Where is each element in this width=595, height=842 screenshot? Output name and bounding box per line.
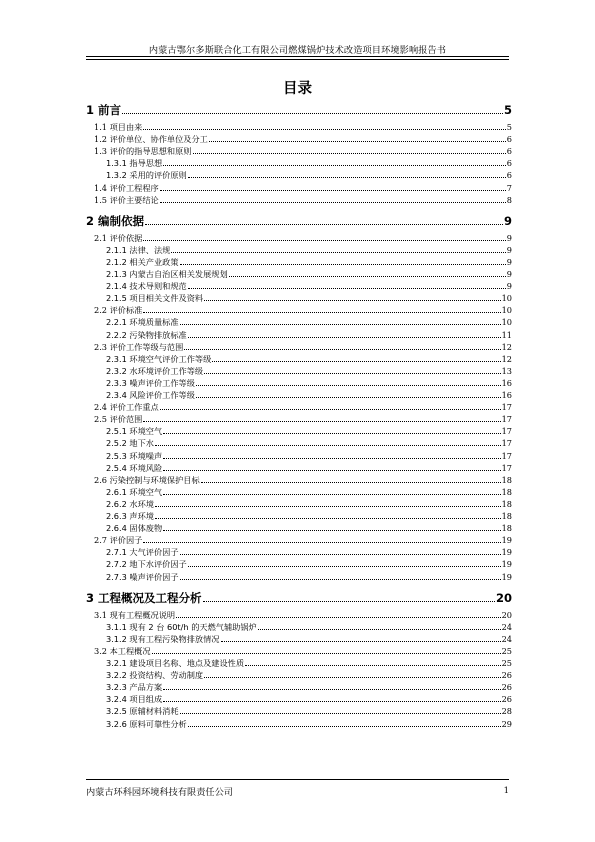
toc-entry-label: 3.1.2 现有工程污染物排放情况 xyxy=(106,633,220,644)
toc-subsection-entry[interactable] xyxy=(86,622,512,633)
toc-page-number: 9 xyxy=(506,256,512,267)
toc-page-number: 9 xyxy=(506,232,512,243)
toc-leader-dots xyxy=(155,517,501,519)
toc-leader-dots xyxy=(204,372,500,374)
toc-subsection-entry[interactable] xyxy=(86,670,512,681)
toc-entry-label: 2.7.1 大气评价因子 xyxy=(106,547,179,558)
toc-leader-dots xyxy=(201,481,501,483)
toc-leader-dots xyxy=(155,444,501,446)
toc-entry-label: 1.5 评价主要结论 xyxy=(94,194,159,205)
toc-entry-label: 2.6.2 水环境 xyxy=(106,498,154,509)
toc-section-entry[interactable] xyxy=(86,610,512,621)
toc-leader-dots xyxy=(122,112,503,114)
toc-entry-label: 1.4 评价工程程序 xyxy=(94,182,159,193)
toc-entry-label: 2.3.4 风险评价工作等级 xyxy=(106,390,195,400)
toc-entry-label: 2.7.3 噪声评价因子 xyxy=(106,571,179,582)
toc-leader-dots xyxy=(176,616,500,618)
toc-leader-dots xyxy=(196,384,501,386)
toc-page-number: 8 xyxy=(506,194,512,205)
toc-entry-label: 3.2.6 原料可靠性分析 xyxy=(106,718,187,729)
toc-subsection-entry[interactable] xyxy=(86,281,512,292)
toc-subsection-entry[interactable] xyxy=(86,634,512,645)
toc-subsection-entry[interactable] xyxy=(86,547,512,558)
toc-leader-dots xyxy=(143,311,500,313)
toc-page-number: 18 xyxy=(501,486,512,497)
toc-page-number: 9 xyxy=(503,213,512,228)
toc-subsection-entry[interactable] xyxy=(86,706,512,717)
toc-page-number: 28 xyxy=(501,706,512,717)
toc-leader-dots xyxy=(203,600,495,602)
toc-subsection-entry[interactable] xyxy=(86,694,512,705)
toc-page-number: 26 xyxy=(501,682,512,693)
toc-subsection-entry[interactable] xyxy=(86,269,512,280)
toc-chapter-entry[interactable] xyxy=(86,590,512,606)
toc-page-number: 19 xyxy=(501,571,512,582)
toc-leader-dots xyxy=(171,251,505,253)
toc-page-number: 24 xyxy=(501,621,512,632)
toc-subsection-entry[interactable] xyxy=(86,572,512,583)
toc-entry-label: 2.1.4 技术导则和规范 xyxy=(106,281,187,292)
toc-leader-dots xyxy=(258,628,501,630)
toc-entry-label: 2.7 评价因子 xyxy=(94,535,143,546)
toc-leader-dots xyxy=(163,164,506,166)
toc-entry-label: 2.4 评价工作重点 xyxy=(94,402,159,413)
footer-rule xyxy=(86,779,509,780)
toc-subsection-entry[interactable] xyxy=(86,293,512,304)
toc-entry-label: 2.3.3 噪声评价工作等级 xyxy=(106,377,195,388)
toc-page-number: 6 xyxy=(506,146,512,157)
footer-page-number: 1 xyxy=(503,786,509,796)
toc-subsection-entry[interactable] xyxy=(86,378,512,389)
toc-section-entry[interactable] xyxy=(86,183,512,194)
toc-entry-label: 2.3.1 环境空气评价工作等级 xyxy=(106,353,212,364)
toc-page-number: 19 xyxy=(501,547,512,558)
toc-entry-label: 1.3.1 指导思想 xyxy=(106,158,163,169)
toc-page-number: 11 xyxy=(501,329,512,340)
toc-leader-dots xyxy=(180,712,501,714)
toc-leader-dots xyxy=(163,457,500,459)
toc-leader-dots xyxy=(143,128,505,130)
toc-entry-label: 2.3 评价工作等级与范围 xyxy=(94,341,184,352)
toc-leader-dots xyxy=(163,469,500,471)
toc-leader-dots xyxy=(163,688,500,690)
toc-subsection-entry[interactable] xyxy=(86,499,512,510)
toc-leader-dots xyxy=(188,287,506,289)
toc-entry-label: 3.2.4 项目组成 xyxy=(106,694,163,705)
toc-page-number: 29 xyxy=(501,718,512,729)
toc-entry-label: 3 工程概况及工程分析 xyxy=(86,590,202,605)
toc-page-number: 18 xyxy=(501,511,512,521)
toc-subsection-entry[interactable] xyxy=(86,523,512,534)
toc-page-number: 25 xyxy=(501,658,512,668)
toc-page-number: 17 xyxy=(501,462,512,473)
toc-leader-dots xyxy=(212,360,500,362)
toc-leader-dots xyxy=(160,408,501,410)
toc-leader-dots xyxy=(188,565,501,567)
toc-page-number: 16 xyxy=(501,377,512,388)
toc-subsection-entry[interactable] xyxy=(86,511,512,522)
toc-page-number: 18 xyxy=(501,523,512,534)
toc-entry-label: 2.2 评价标准 xyxy=(94,305,143,316)
toc-page-number: 5 xyxy=(506,122,512,132)
toc-chapter-entry[interactable] xyxy=(86,213,512,229)
toc-entry-label: 3.2.5 原辅材料消耗 xyxy=(106,706,179,717)
toc-subsection-entry[interactable] xyxy=(86,257,512,268)
toc-leader-dots xyxy=(152,652,501,654)
toc-leader-dots xyxy=(229,275,506,277)
toc-chapter-entry[interactable] xyxy=(86,102,512,118)
toc-page-number: 12 xyxy=(501,341,512,352)
toc-subsection-entry[interactable] xyxy=(86,426,512,437)
toc-entry-label: 2 编制依据 xyxy=(86,213,145,228)
toc-entry-label: 2.2.2 污染物排放标准 xyxy=(106,329,187,340)
toc-entry-label: 2.5 评价范围 xyxy=(94,414,143,425)
toc-leader-dots xyxy=(180,263,506,265)
toc-entry-label: 1.3.2 采用的评价原则 xyxy=(106,170,187,181)
toc-leader-dots xyxy=(245,664,501,666)
toc-page-number: 19 xyxy=(501,559,512,570)
toc-entry-label: 2.5.1 环境空气 xyxy=(106,426,163,437)
toc-page-number: 12 xyxy=(501,353,512,364)
toc-subsection-entry[interactable] xyxy=(86,438,512,449)
toc-section-entry[interactable] xyxy=(86,535,512,546)
toc-leader-dots xyxy=(145,223,503,225)
toc-page-number: 26 xyxy=(501,694,512,705)
toc-page-number: 16 xyxy=(501,390,512,400)
header-rule-thin xyxy=(86,59,509,60)
toc-subsection-entry[interactable] xyxy=(86,719,512,730)
toc-page-number: 17 xyxy=(501,414,512,425)
toc-page-number: 17 xyxy=(501,426,512,437)
toc-leader-dots xyxy=(160,189,506,191)
toc-page-number: 5 xyxy=(503,103,512,117)
toc-page-number: 19 xyxy=(501,535,512,546)
toc-page-number: 9 xyxy=(506,281,512,292)
toc-leader-dots xyxy=(163,493,500,495)
toc-section-entry[interactable] xyxy=(86,134,512,145)
toc-page-number: 10 xyxy=(501,293,512,304)
toc-subsection-entry[interactable] xyxy=(86,158,512,169)
toc-page-number: 26 xyxy=(501,670,512,681)
toc-entry-label: 2.7.2 地下水评价因子 xyxy=(106,559,187,570)
toc-leader-dots xyxy=(188,336,501,338)
toc-leader-dots xyxy=(204,676,500,678)
toc-page-number: 10 xyxy=(501,305,512,316)
toc-entry-label: 2.3.2 水环境评价工作等级 xyxy=(106,365,204,376)
toc-leader-dots xyxy=(155,505,501,507)
toc-page-number: 9 xyxy=(506,269,512,279)
toc-page-number: 17 xyxy=(501,402,512,413)
toc-entry-label: 3.2 本工程概况 xyxy=(94,645,151,656)
toc-entry-label: 3.1 现有工程概况说明 xyxy=(94,609,176,620)
toc-section-entry[interactable] xyxy=(86,146,512,157)
toc-leader-dots xyxy=(209,140,506,142)
toc-subsection-entry[interactable] xyxy=(86,390,512,401)
toc-entry-label: 2.5.3 环境噪声 xyxy=(106,450,163,461)
header-rule xyxy=(86,56,509,57)
toc-section-entry[interactable] xyxy=(86,342,512,353)
toc-leader-dots xyxy=(180,578,501,580)
toc-entry-label: 3.2.3 产品方案 xyxy=(106,682,163,693)
toc-section-entry[interactable] xyxy=(86,646,512,657)
toc-entry-label: 2.6.1 环境空气 xyxy=(106,486,163,497)
toc-leader-dots xyxy=(143,239,505,241)
running-header: 内蒙古鄂尔多斯联合化工有限公司燃煤锅炉技术改造项目环境影响报告书 xyxy=(148,45,447,56)
toc-entry-label: 2.1 评价依据 xyxy=(94,232,143,243)
toc-subsection-entry[interactable] xyxy=(86,463,512,474)
toc-subsection-entry[interactable] xyxy=(86,658,512,669)
toc-section-entry[interactable] xyxy=(86,233,512,244)
toc-leader-dots xyxy=(160,201,506,203)
toc-entry-label: 3.2.1 建设项目名称、地点及建设性质 xyxy=(106,658,245,668)
toc-entry-label: 2.1.3 内蒙古自治区相关发展规划 xyxy=(106,269,228,279)
toc-leader-dots xyxy=(163,529,500,531)
toc-page-number: 6 xyxy=(506,134,512,145)
toc-page-number: 24 xyxy=(501,633,512,644)
toc-entry-label: 2.2.1 环境质量标准 xyxy=(106,317,179,328)
toc-leader-dots xyxy=(193,152,506,154)
toc-page-number: 17 xyxy=(501,450,512,461)
toc-subsection-entry[interactable] xyxy=(86,366,512,377)
toc-leader-dots xyxy=(221,640,501,642)
toc-leader-dots xyxy=(196,396,501,398)
toc-entry-label: 2.1.1 法律、法规 xyxy=(106,244,171,255)
toc-entry-label: 2.6 污染控制与环境保护目标 xyxy=(94,474,200,485)
toc-subsection-entry[interactable] xyxy=(86,330,512,341)
toc-leader-dots xyxy=(188,176,506,178)
toc-leader-dots xyxy=(180,323,501,325)
page-title: 目录 xyxy=(283,81,312,97)
toc-entry-label: 2.1.5 项目相关文件及资料 xyxy=(106,293,204,304)
toc-page-number: 20 xyxy=(495,590,512,605)
footer-company: 内蒙古环科园环境科技有限责任公司 xyxy=(86,787,233,798)
toc-subsection-entry[interactable] xyxy=(86,245,512,256)
toc-entry-label: 3.1.1 现有 2 台 60t/h 的天燃气辅助锅炉 xyxy=(106,621,257,632)
toc-page-number: 7 xyxy=(506,182,512,193)
toc-leader-dots xyxy=(180,553,501,555)
toc-section-entry[interactable] xyxy=(86,305,512,316)
toc-subsection-entry[interactable] xyxy=(86,451,512,462)
toc-entry-label: 1.1 项目由来 xyxy=(94,122,143,132)
toc-leader-dots xyxy=(143,420,500,422)
toc-section-entry[interactable] xyxy=(86,475,512,486)
toc-page-number: 10 xyxy=(501,317,512,328)
toc-page-number: 18 xyxy=(501,474,512,485)
toc-page-number: 20 xyxy=(501,609,512,620)
toc-entry-label: 2.6.4 固体废物 xyxy=(106,523,163,534)
toc-entry-label: 2.1.2 相关产业政策 xyxy=(106,256,179,267)
toc-page-number: 13 xyxy=(501,365,512,376)
toc-leader-dots xyxy=(143,541,500,543)
toc-entry-label: 2.5.2 地下水 xyxy=(106,438,154,449)
toc-subsection-entry[interactable] xyxy=(86,682,512,693)
toc-subsection-entry[interactable] xyxy=(86,170,512,181)
toc-section-entry[interactable] xyxy=(86,122,512,133)
toc-section-entry[interactable] xyxy=(86,414,512,425)
toc-section-entry[interactable] xyxy=(86,402,512,413)
toc-subsection-entry[interactable] xyxy=(86,354,512,365)
toc-section-entry[interactable] xyxy=(86,195,512,206)
toc-entry-label: 2.5.4 环境风险 xyxy=(106,462,163,473)
toc-page-number: 6 xyxy=(506,158,512,169)
toc-entry-label: 2.6.3 声环境 xyxy=(106,511,154,521)
toc-leader-dots xyxy=(163,700,500,702)
toc-entry-label: 3.2.2 投资结构、劳动制度 xyxy=(106,670,204,681)
toc-subsection-entry[interactable] xyxy=(86,487,512,498)
toc-page-number: 18 xyxy=(501,498,512,509)
toc-page-number: 25 xyxy=(501,645,512,656)
toc-leader-dots xyxy=(163,432,500,434)
toc-subsection-entry[interactable] xyxy=(86,317,512,328)
toc-leader-dots xyxy=(188,725,501,727)
toc-page-number: 9 xyxy=(506,244,512,255)
toc-leader-dots xyxy=(184,348,500,350)
toc-entry-label: 1.3 评价的指导思想和原则 xyxy=(94,146,192,157)
toc-page-number: 6 xyxy=(506,170,512,181)
toc-entry-label: 1.2 评价单位、协作单位及分工 xyxy=(94,134,208,145)
toc-page-number: 17 xyxy=(501,438,512,449)
toc-entry-label: 1 前言 xyxy=(86,103,122,117)
toc-subsection-entry[interactable] xyxy=(86,559,512,570)
toc-leader-dots xyxy=(204,299,500,301)
